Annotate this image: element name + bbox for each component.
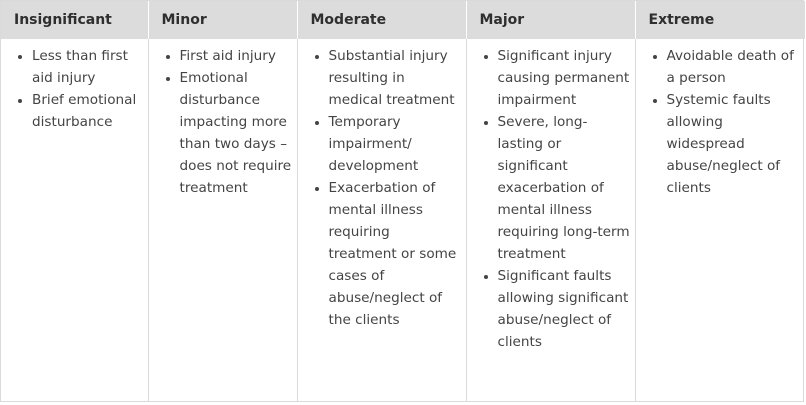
list-item: • Exacerbation of mental illness requiring treatment or some cases of abuse/neglect of the clients: [329, 177, 462, 331]
list-item: • First aid injury: [180, 45, 293, 67]
bullet-list: [467, 45, 631, 353]
list-item: • Avoidable death of a person: [667, 45, 802, 89]
header-row: [1, 1, 805, 39]
cell-insignificant: [1, 39, 148, 401]
column-header-insignificant: Insignificant: [1, 1, 148, 39]
bullet-list: [149, 45, 293, 199]
list-item: • Significant injury causing permanent impairment: [498, 45, 631, 111]
list-item: • Less than first aid injury: [32, 45, 144, 89]
cell-moderate: [297, 39, 466, 401]
list-item: • Systemic faults allowing widespread abuse/neglect of clients: [667, 89, 802, 199]
list-item: • Substantial injury resulting in medical treatment: [329, 45, 462, 111]
list-item: • Temporary impairment/ development: [329, 111, 462, 177]
column-header-moderate: Moderate: [297, 1, 466, 39]
cell-minor: [148, 39, 297, 401]
cell-major: [466, 39, 635, 401]
list-item: • Brief emotional disturbance: [32, 89, 144, 133]
column-header-major: Major: [466, 1, 635, 39]
list-item: • Significant faults allowing significant abuse/neglect of clients: [498, 265, 631, 353]
column-header-extreme: Extreme: [635, 1, 805, 39]
table-row: [1, 39, 805, 401]
risk-consequence-table: [1, 1, 805, 401]
bullet-list: [298, 45, 462, 331]
bullet-list: [1, 45, 144, 133]
cell-extreme: [635, 39, 805, 401]
list-item: • Severe, long-lasting or significant exacerbation of mental illness requiring long-term treatment: [498, 111, 631, 265]
bullet-list: [636, 45, 802, 199]
column-header-minor: Minor: [148, 1, 297, 39]
list-item: • Emotional disturbance impacting more than two days – does not require treatment: [180, 67, 293, 199]
